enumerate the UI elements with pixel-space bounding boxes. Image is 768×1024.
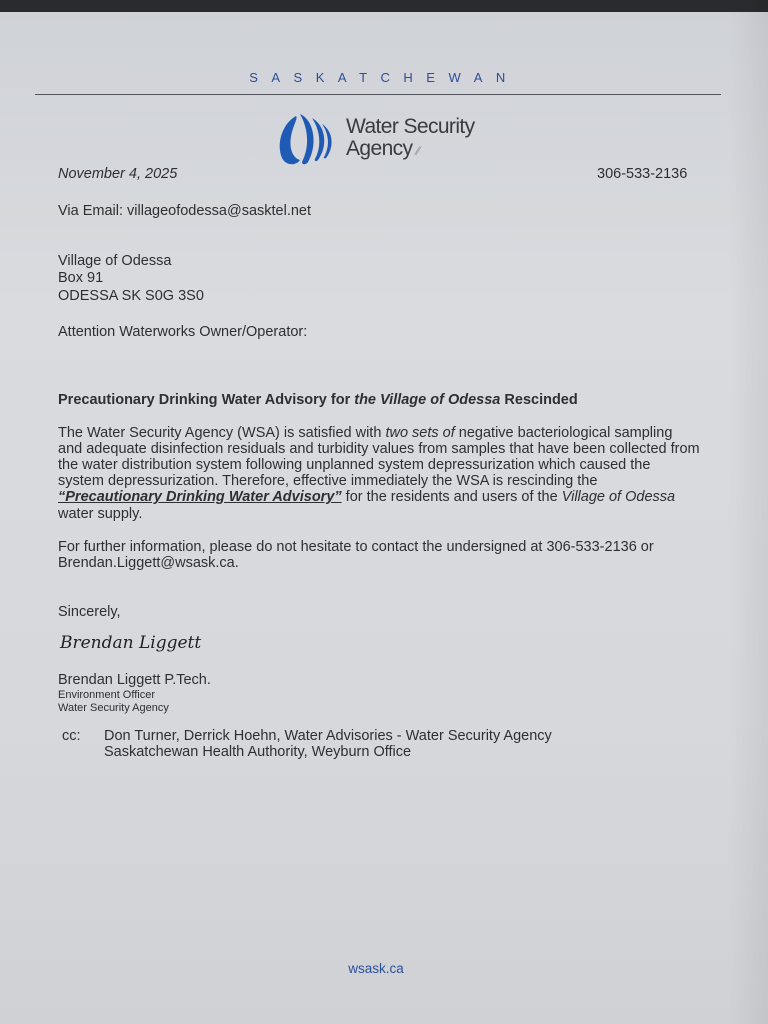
signer-name: Brendan Liggett P.Tech. bbox=[58, 672, 211, 688]
text-italic: two sets of bbox=[385, 425, 455, 441]
address-line: Village of Odessa bbox=[58, 253, 172, 269]
attention-line: Attention Waterworks Owner/Operator: bbox=[58, 324, 308, 340]
paragraph-line bbox=[58, 425, 672, 441]
subject-status: Rescinded bbox=[500, 392, 578, 408]
cc-line: Saskatchewan Health Authority, Weyburn Office bbox=[104, 744, 412, 760]
signer-org: Water Security Agency bbox=[58, 702, 169, 714]
cc-label: cc: bbox=[62, 728, 81, 744]
logo-wordmark bbox=[346, 116, 475, 162]
paragraph-line: water supply. bbox=[58, 506, 143, 522]
text: for the residents and users of the bbox=[341, 489, 562, 505]
wheat-icon: ⁄⁄ bbox=[416, 144, 420, 158]
text: The Water Security Agency (WSA) is satisfied with bbox=[58, 425, 386, 441]
paragraph-line: For further information, please do not hesitate to contact the undersigned at 306-533-2136 or bbox=[58, 539, 654, 555]
phone-number: 306-533-2136 bbox=[597, 166, 688, 182]
contact-email: Brendan.Liggett@wsask.ca. bbox=[58, 555, 239, 571]
water-drop-logo-icon bbox=[274, 110, 344, 168]
paragraph-line: and adequate disinfection residuals and turbidity values from samples that have been collected from bbox=[58, 441, 700, 457]
text: negative bacteriological sampling bbox=[454, 425, 673, 441]
letterhead-divider bbox=[35, 94, 721, 95]
cc-line: Don Turner, Derrick Hoehn, Water Advisories - Water Security Agency bbox=[104, 728, 552, 744]
advisory-name: “Precautionary Drinking Water Advisory” bbox=[58, 489, 342, 505]
paragraph-line: the water distribution system following unplanned system depressurization which caused the bbox=[58, 457, 651, 473]
closing: Sincerely, bbox=[58, 604, 121, 620]
subject-village: the Village of Odessa bbox=[354, 392, 501, 408]
logo-line-2-text: Agency bbox=[346, 137, 413, 160]
logo-line-1: Water Security bbox=[346, 115, 475, 138]
via-email: Via Email: villageofodessa@sasktel.net bbox=[58, 203, 312, 219]
signature: Brendan Liggett bbox=[60, 633, 202, 653]
logo-line-2 bbox=[346, 138, 475, 162]
paper-shadow bbox=[728, 0, 768, 1024]
letterhead-province: SASKATCHEWAN bbox=[249, 70, 519, 85]
signer-title: Environment Officer bbox=[58, 689, 156, 701]
subject-heading bbox=[58, 392, 578, 408]
letter-date: November 4, 2025 bbox=[58, 166, 178, 182]
wsa-logo bbox=[274, 110, 489, 168]
paragraph-line bbox=[58, 489, 675, 505]
subject-text: Precautionary Drinking Water Advisory for bbox=[58, 392, 355, 408]
text-italic: Village of Odessa bbox=[561, 489, 676, 505]
address-line: Box 91 bbox=[58, 270, 104, 286]
photo-edge bbox=[0, 0, 768, 12]
footer-website: wsask.ca bbox=[348, 961, 404, 976]
address-line: ODESSA SK S0G 3S0 bbox=[58, 288, 204, 304]
paragraph-line: system depressurization. Therefore, effective immediately the WSA is rescinding the bbox=[58, 473, 598, 489]
